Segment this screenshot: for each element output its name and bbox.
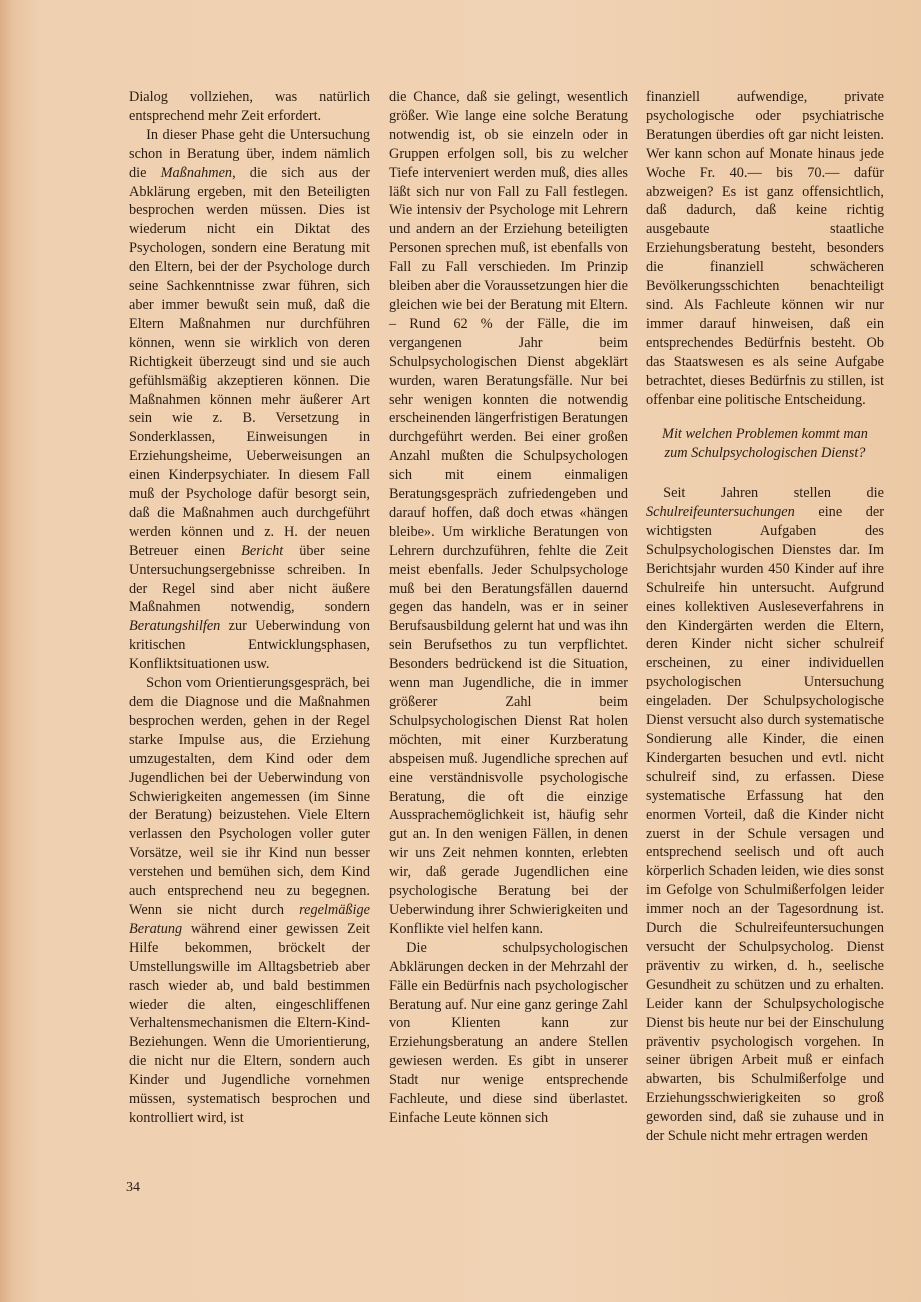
paragraph: Dialog vollziehen, was natürlich entsprechend mehr Zeit erfordert.: [129, 89, 370, 124]
paragraph: finanziell aufwendige, private psychologische oder psychiatrische Beratungen überdies oft gar nicht leisten. Wer kann schon auf Monate hinaus jede Woche Fr. 40.— bis 70.— dafür abzweigen? Es ist ganz offensichtlich, daß dadurch, daß keine richtig ausgebaute staatliche Erziehungsberatung besteht, besonders die finanziell schwächeren Bevölkerungsschichten benachteiligt sind. Als Fachleute können wir nur immer darauf hinweisen, daß ein entsprechendes Bedürfnis besteht. Ob das Staatswesen es als seine Aufgabe betrachtet, dieses Bedürfnis zu stillen, ist offenbar eine politische Entscheidung.: [646, 89, 884, 408]
emphasis: Beratungshilfen: [129, 618, 221, 635]
text-column-3: [646, 88, 884, 1146]
emphasis: regelmäßige Beratung: [129, 901, 370, 937]
text-column-1: [129, 88, 370, 1128]
paragraph: In dieser Phase geht die Untersuchung schon in Beratung über, indem nämlich die Maßnahmen, die sich aus der Abklärung ergeben, mit den Beteiligten besprochen werden müssen. Dies ist wiederum nicht ein Diktat des Psychologen, sondern eine Beratung mit den Eltern, bei der der Psychologe durch seine Sachkenntnisse zwar führen, sich aber immer bewußt sein muß, daß die Eltern Maßnahmen nur durchführen können, wenn sie wirklich von deren Richtigkeit überzeugt sind und sie auch gefühlsmäßig akzeptieren können. Die Maßnahmen können mehr äußerer Art sein wie z. B. Versetzung in Sonderklassen, Einweisungen in Erziehungsheime, Ueberweisungen an einen Kinderpsychiater. In diesem Fall muß der Psychologe dafür besorgt sein, daß die Maßnahmen auch durchgeführt werden können und z. H. der neuen Betreuer einen Bericht über seine Untersuchungsergebnisse schreiben. In der Regel sind aber nicht äußere Maßnahmen notwendig, sondern Beratungshilfen zur Ueberwindung von kritischen Entwicklungsphasen, Konfliktsituationen usw.: [129, 126, 370, 673]
paragraph: die Chance, daß sie gelingt, wesentlich größer. Wie lange eine solche Beratung notwendig ist, ob sie einzeln oder in Gruppen erfolgen soll, bis zu welcher Tiefe interveniert werden muß, dies alles läßt sich nur von Fall zu Fall festlegen. Wie intensiv der Psychologe mit Lehrern und andern an der Erziehung beteiligten Personen sprechen muß, ist ebenfalls von Fall zu Fall verschieden. Im Prinzip bleiben aber die Voraussetzungen hier die gleichen wie bei der Beratung mit Eltern. – Rund 62 % der Fälle, die im vergangenen Jahr beim Schulpsychologischen Dienst abgeklärt wurden, waren Beratungsfälle. Nur bei sehr wenigen konnten die notwendig erscheinenden längerfristigen Beratungen durchgeführt werden. Bei einer großen Anzahl mußten die Schulpsychologen sich mit einem einmaligen Beratungsgespräch zufriedengeben und darauf hoffen, daß doch etwas «hängen bleibe». Um wirkliche Beratungen von Lehrern durchzuführen, fehlte die Zeit meist ebenfalls. Jeder Schulpsychologe muß bei den Beratungsfällen dauernd gegen das handeln, was er in seiner Berufsausbildung gelernt hat und was ihn sein Berufsethos zu tun verpflichtet. Besonders bedrückend ist die Situation, wenn man Jugendliche, die in immer größerer Zahl beim Schulpsychologischen Dienst Rat holen möchten, mit einer Kurzberatung abspeisen muß. Jugendliche sprechen auf eine verständnisvolle psychologische Beratung, die oft die einzige Aussprachemöglichkeit ist, häufig sehr gut an. In den wenigen Fällen, in denen wir uns Zeit nehmen konnten, erlebten wir, daß gerade Jugendlichen eine psychologische Beratung bei der Ueberwindung ihrer Schwierigkeiten und Konflikte viel helfen kann.: [389, 89, 628, 937]
paragraph: Seit Jahren stellen die Schulreifeuntersuchungen eine der wichtigsten Aufgaben des Schulpsychologischen Dienstes dar. Im Berichtsjahr wurden 450 Kinder auf ihre Schulreife hin untersucht. Aufgrund eines kollektiven Ausleseverfahrens in den Kindergärten werden die Eltern, deren Kinder nicht sicher schulreif erscheinen, zu einer individuellen psychologischen Untersuchung eingeladen. Der Schulpsychologische Dienst versucht also durch systematische Sondierung alle Kinder, die einen Kindergarten besuchen und evtl. nicht schulreif sind, zu erfassen. Diese systematische Erfassung hat den enormen Vorteil, daß die Kinder nicht zuerst in der Schule versagen und entsprechend seelisch und oft auch körperlich Schaden leiden, wie dies sonst im Gefolge von Schulmißerfolgen leider immer noch an der Tagesordnung ist. Durch die Schulreifeuntersuchungen versucht der Schulpsycholog. Dienst präventiv zu wirken, d. h., seelische Gesundheit zu schützen und zu erhalten. Leider kann der Schulpsychologische Dienst bis heute nur bei der Einschulung präventiv psychologisch vorgehen. In seiner übrigen Arbeit muß er einfach abwarten, bis Schulmißerfolge und Erziehungsschwierigkeiten so groß geworden sind, daß sie zuhause und in der Schule nicht mehr ertragen werden: [646, 485, 884, 1145]
text-column-2: [389, 88, 628, 1128]
paragraph: Schon vom Orientierungsgespräch, bei dem die Diagnose und die Maßnahmen besprochen werden, gehen in der Regel starke Impulse aus, die Erziehung umzugestalten, dem Kind oder dem Jugendlichen bei der Ueberwindung von Schwierigkeiten angemessen (im Sinne der Beratung) beizustehen. Viele Eltern verlassen den Psychologen voller guter Vorsätze, weil sie ihr Kind nun besser verstehen und bemühen sich, dem Kind auch entsprechend neu zu begegnen. Wenn sie nicht durch regelmäßige Beratung während einer gewissen Zeit Hilfe bekommen, bröckelt der Umstellungswille im Alltagsbetrieb aber rasch wieder ab, und bald bestimmen wieder die alten, eingeschliffenen Verhaltensmechanismen die Eltern-Kind-Beziehungen. Wenn die Umorientierung, die nicht nur die Eltern, sondern auch Kinder und Jugendliche vornehmen müssen, systematisch besprochen und kontrolliert wird, ist: [129, 675, 370, 1126]
paragraph: Die schulpsychologischen Abklärungen decken in der Mehrzahl der Fälle ein Bedürfnis nach psychologischer Beratung auf. Nur eine ganz geringe Zahl von Klienten kann zur Erziehungsberatung an andere Stellen gewiesen werden. Es gibt in unserer Stadt nur wenige entsprechende Fachleute, und diese sind überlastet. Einfache Leute können sich: [389, 939, 628, 1126]
emphasis: Schulreifeuntersuchungen: [646, 504, 795, 521]
emphasis: Maßnahmen: [160, 164, 233, 181]
emphasis: Bericht: [241, 542, 284, 559]
section-heading: Mit welchen Problemen kommt man zum Schulpsychologischen Dienst?: [662, 426, 868, 462]
page-number: 34: [126, 1180, 140, 1195]
